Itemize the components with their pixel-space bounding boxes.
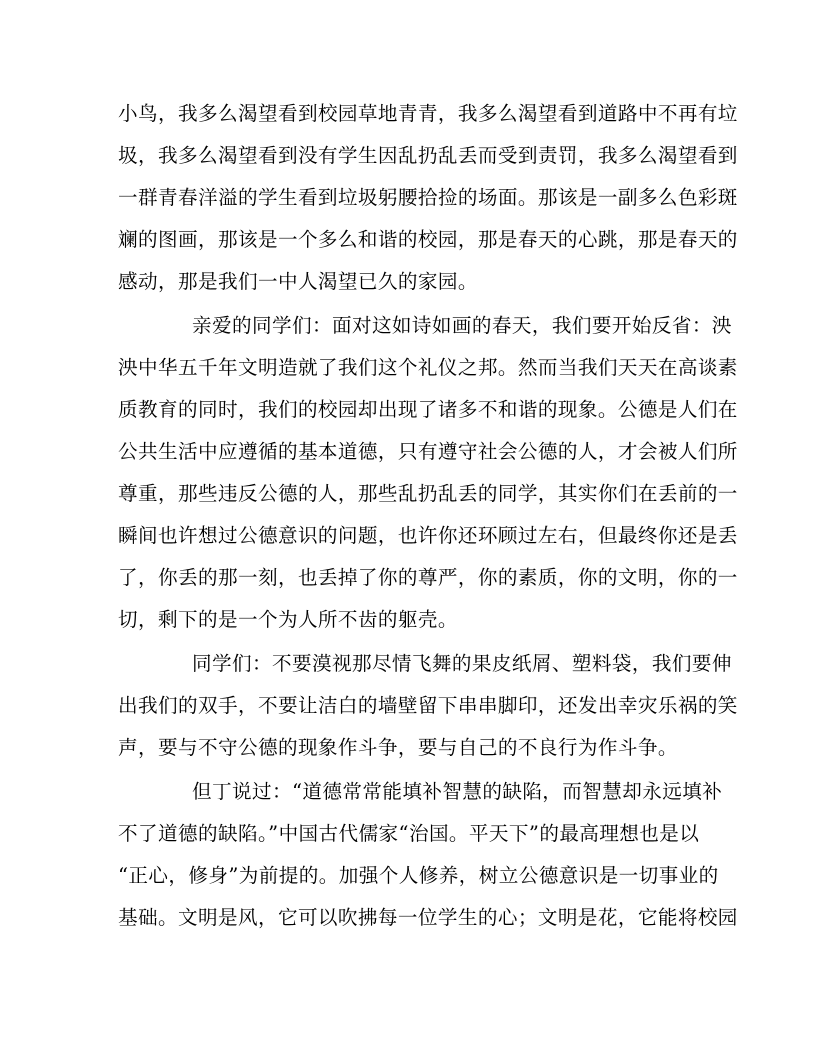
paragraph-start-line: 同学们：不要漠视那尽情飞舞的果皮纸屑、塑料袋，我们要伸 bbox=[192, 652, 732, 675]
paragraph-start-line: 亲爱的同学们：面对这如诗如画的春天，我们要开始反省：泱 bbox=[192, 314, 732, 337]
text-line: 了，你丢的那一刻，也丢掉了你的尊严，你的素质，你的文明，你的一 bbox=[118, 566, 738, 589]
paragraph-start-line: 但丁说过：“道德常常能填补智慧的缺陷，而智慧却永远填补 bbox=[192, 780, 723, 803]
text-line: 基础。文明是风，它可以吹拂每一位学生的心；文明是花，它能将校园 bbox=[118, 906, 738, 929]
text-line: 小鸟，我多么渴望看到校园草地青青，我多么渴望看到道路中不再有垃 bbox=[118, 102, 738, 125]
text-line: “正心，修身”为前提的。加强个人修养，树立公德意识是一切事业的 bbox=[118, 864, 719, 887]
text-line: 斓的图画，那该是一个多么和谐的校园，那是春天的心跳，那是春天的 bbox=[118, 228, 738, 251]
text-line: 瞬间也许想过公德意识的问题，也许你还环顾过左右，但最终你还是丢 bbox=[118, 524, 738, 547]
text-line: 质教育的同时，我们的校园却出现了诸多不和谐的现象。公德是人们在 bbox=[118, 398, 738, 421]
text-line: 尊重，那些违反公德的人，那些乱扔乱丢的同学，其实你们在丢前的一 bbox=[118, 482, 738, 505]
text-line: 出我们的双手，不要让洁白的墙壁留下串串脚印，还发出幸灾乐祸的笑 bbox=[118, 694, 738, 717]
text-line: 圾，我多么渴望看到没有学生因乱扔乱丢而受到责罚，我多么渴望看到 bbox=[118, 144, 738, 167]
text-line: 一群青春洋溢的学生看到垃圾躬腰拾捡的场面。那该是一副多么色彩斑 bbox=[118, 186, 738, 209]
text-line: 切，剩下的是一个为人所不齿的躯壳。 bbox=[118, 608, 458, 631]
text-line: 泱中华五千年文明造就了我们这个礼仪之邦。然而当我们天天在高谈素 bbox=[118, 356, 738, 379]
text-line: 公共生活中应遵循的基本道德，只有遵守社会公德的人，才会被人们所 bbox=[118, 440, 738, 463]
text-line: 声，要与不守公德的现象作斗争，要与自己的不良行为作斗争。 bbox=[118, 736, 678, 759]
text-line: 感动，那是我们一中人渴望已久的家园。 bbox=[118, 270, 478, 293]
text-line: 不了道德的缺陷。”中国古代儒家“治国。平天下”的最高理想也是以 bbox=[118, 822, 700, 845]
